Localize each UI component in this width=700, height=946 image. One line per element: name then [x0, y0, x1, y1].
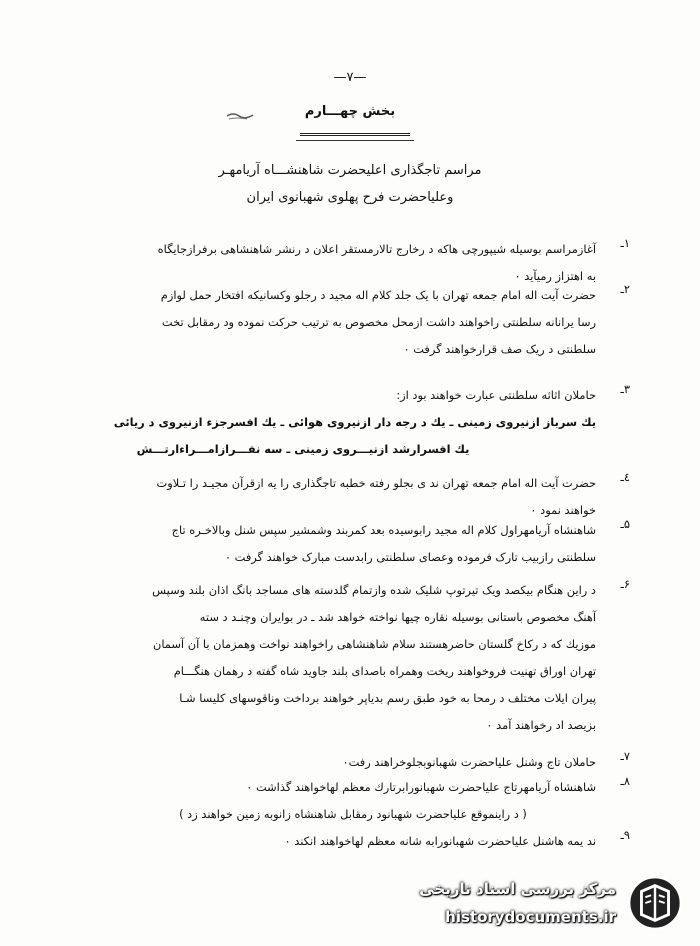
list-item [50, 749, 630, 774]
item-text: آهنگ مخصوص باستانی بوسیله نقاره چیها نواخته خواهد شد ـ در بوایران وچنـد د سته [199, 610, 596, 624]
procedure-list [50, 236, 630, 848]
item-number: ۳ـ [620, 382, 630, 396]
list-item [50, 774, 630, 828]
item-number: ۲ـ [620, 282, 630, 296]
item-text: به اهتزاز رمیآید ۰ [514, 269, 596, 283]
item-text: یك سرباز ازنیروی زمینی ـ یك د رجه دار ازنیروی هوائی ـ یك افسرجزء ازنیروی د ریائی [113, 415, 596, 429]
item-text: بزیصد اد رخواهند آمد ۰ [486, 718, 596, 732]
item-text: شاهنشاه آریامهرتاج علیاحضرت شهبانورابرتارك معظم لهاخواهند گذاشت ۰ [246, 780, 596, 794]
list-item [50, 382, 630, 470]
item-text: تهران اوراق تهنیت فروخواهند ریخت وهمراه باصدای بلند جاوید شاه گفته د رهمان هنگـــام [173, 664, 596, 678]
item-text: پیران ایلات مختلف د رمحا به خود طبق رسم بدیاپر خواهند برداخت وناقوسهای کلیسا شـا [179, 691, 596, 705]
item-text: یك افسرارشد ازنیـــروی زمینی ـ سه نفـــرازامـــراءارتـــش [136, 442, 470, 456]
item-number: ٤ـ [620, 470, 630, 484]
item-text: رسا یرانانه سلطنتی راخواهند داشت ازمحل مخصوص به ترتیب حرکت نموده ود رمقابل تخت [161, 315, 596, 329]
item-number: ۱ـ [620, 236, 630, 250]
item-text: د راین هنگام بیکصد ویک تیرتوپ شلیک شده وازتمام گلدسته های مساجد بانگ اذان بلند وسپس [152, 583, 596, 597]
heading-underline-2 [296, 140, 414, 141]
item-text: سلطنتی رازبیب تارک فرموده وعصای سلطنتی رابدست مبارک خواهند گرفت ۰ [224, 550, 596, 564]
item-text: شاهنشاه آریامهراول کلام اله مجید رابوسیده بعد کمربند وشمشیر سپس شنل وبالاخـره تاج [171, 523, 596, 537]
item-text: حضرت آیت اله امام جمعه تهران با یک جلد کلام اله مجید د رجلو وکسانیکه افتخار حمل لوازم [160, 288, 596, 302]
archive-logo-icon [626, 874, 684, 932]
item-number: ۷ـ [620, 749, 630, 763]
item-number: ۹ـ [620, 828, 630, 842]
item-text: ( د راینموقع علیاحضرت شهبانود رمقابل شاهنشاه زانوبه زمین خواهند زد ) [179, 807, 527, 821]
watermark [407, 868, 692, 938]
item-text: خواهند نمود ۰ [530, 503, 596, 517]
page-number: —۷— [333, 70, 367, 85]
item-text: ند یمه هاشنل علیاحضرت شهبانورابه شانه معظم لهاخواهند انکند ۰ [284, 834, 596, 848]
list-item [50, 828, 630, 848]
list-item [50, 470, 630, 517]
watermark-url: historydocuments.ir [445, 908, 616, 926]
heading-underline [300, 133, 410, 136]
list-item [50, 282, 630, 382]
list-item [50, 517, 630, 577]
item-text: حاملان اثاثه سلطنتی عبارت خواهند بود از: [396, 388, 596, 402]
ceremony-title-line2: وعلیاحضرت فرح پهلوی شهبانوی ایران [246, 190, 454, 205]
item-text: موزیك كه د رکاخ گلستان حاضرهستند سلام شاهنشاهی راخواهند نواخت وهمزمان با آن آسمان [152, 637, 596, 651]
ceremony-title-line1: مراسم تاجگذاری اعلیحضرت شاهنشـــاه آریامهـر [218, 163, 482, 178]
item-text: سلطنتی د ریک صف قرارخواهند گرفت ۰ [403, 342, 596, 356]
item-number: ۸ـ [620, 774, 630, 788]
list-item [50, 577, 630, 749]
section-heading: بخش چهـــارم [304, 104, 396, 119]
watermark-org-name: مرکز بررسی اسناد تاریخی [419, 880, 616, 898]
item-number: ۵ـ [620, 517, 630, 531]
item-text: حاملان تاج وشنل علیاحضرت شهبانوبجلوخراهند رفت۰ [342, 755, 596, 769]
list-item [50, 236, 630, 282]
item-text: حضرت آیت اله امام جمعه تهران ند ی بجلو رفته خطبه تاجگذاری را یه ازقرآن مجیـد را تـلاوت [156, 476, 596, 490]
item-text: آغازمراسم بوسیله شیپورچی هاکه د رخارج تالارمستقر اعلان د رنشر شاهنشاهی برفرازجایگاه [157, 242, 596, 256]
item-number: ۶ـ [620, 577, 630, 591]
